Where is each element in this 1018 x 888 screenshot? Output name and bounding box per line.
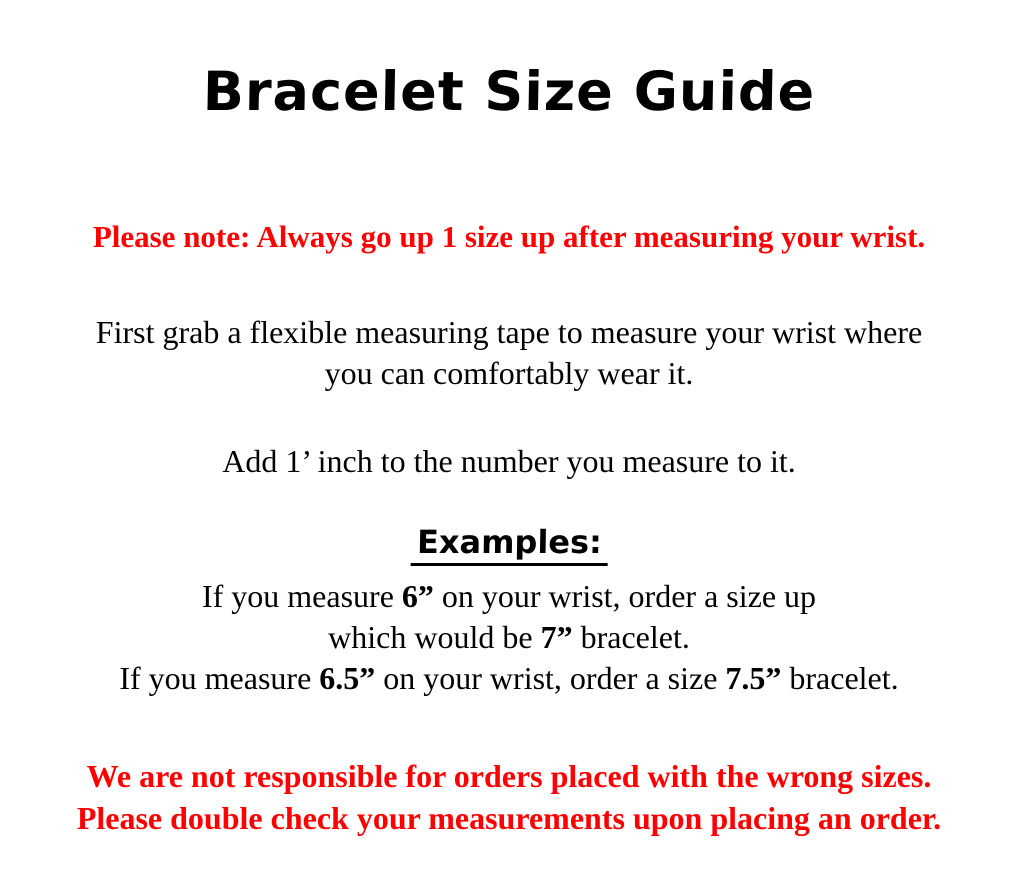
instruction-measure-line1: First grab a flexible measuring tape to measure your wrist where: [95, 314, 923, 351]
example-1-measured-size: 6”: [401, 577, 434, 614]
example-1-text-mid: on your wrist, order a size up: [433, 577, 817, 614]
example-1-order-size: 7”: [540, 618, 573, 655]
instruction-measure: [0, 312, 1018, 394]
example-2-text-pre: If you measure: [119, 659, 320, 696]
examples-block: [0, 576, 1018, 699]
example-1-line-2: [0, 617, 1018, 658]
examples-heading: Examples:: [410, 524, 608, 566]
warning-bottom-line1: We are not responsible for orders placed with the wrong sizes.: [86, 757, 932, 794]
warning-bottom-line2: Please double check your measurements upon placing an order.: [76, 800, 942, 836]
warning-note-bottom: [0, 755, 1018, 839]
example-2-line: [0, 658, 1018, 699]
example-1-text-pre: If you measure: [201, 577, 402, 614]
example-1-line-1: [0, 576, 1018, 617]
example-1-text-line2-pre: which would be: [328, 618, 541, 655]
instruction-measure-line2: you can comfortably wear it.: [324, 355, 694, 392]
instruction-add-inch: Add 1’ inch to the number you measure to it.: [222, 443, 796, 480]
warning-note-top: Please note: Always go up 1 size up after measuring your wrist.: [92, 218, 926, 254]
example-1-text-post: bracelet.: [572, 618, 690, 655]
page-title: Bracelet Size Guide: [202, 60, 816, 123]
examples-heading-wrap: [0, 524, 1018, 566]
example-2-measured-size: 6.5”: [319, 659, 376, 696]
example-2-text-post: bracelet.: [781, 659, 899, 696]
example-2-text-mid: on your wrist, order a size: [375, 659, 726, 696]
example-2-order-size: 7.5”: [725, 659, 782, 696]
